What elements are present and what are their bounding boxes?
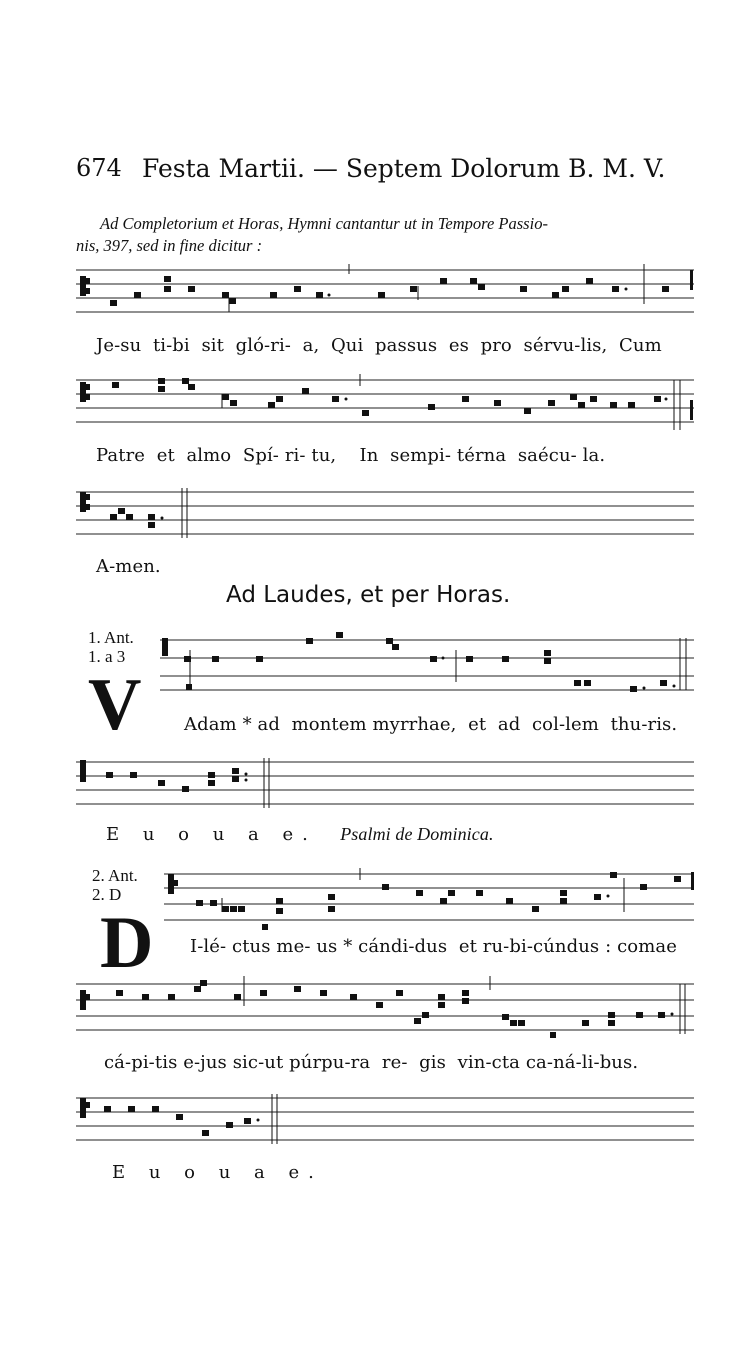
hymn-staff-1 — [76, 264, 698, 324]
rubric-line-2: nis, 397, sed in fine dicitur : — [76, 236, 263, 255]
antiphon-2-lyric-line-2: cá-pi-tis e-jus sic-ut púrpu-ra re- gis vin-cta ca-ná-li-bus. — [104, 1052, 639, 1073]
antiphon-2-euouae: E u o u a e. — [112, 1162, 323, 1183]
page-number: 674 — [76, 154, 122, 182]
psalm-note: Psalmi de Dominica. — [340, 824, 494, 844]
section-heading: Ad Laudes, et per Horas. — [226, 582, 511, 608]
hymn-lyric-line-2: Patre et almo Spí- ri- tu, In sempi- térna saécu- la. — [96, 445, 606, 466]
rubric-line-1: Ad Completorium et Horas, Hymni cantantur ut in Tempore Passio- — [100, 214, 548, 233]
antiphon-1-lyrics: Adam * ad montem myrrhae, et ad col-lem thu-ris. — [184, 714, 678, 735]
antiphon-2-staff-2 — [76, 976, 698, 1036]
antiphon-2-lyric-line-1: I-lé- ctus me- us * cándi-dus et ru-bi-cúndus : comae — [190, 936, 677, 957]
antiphon-1-euouae-staff — [76, 756, 698, 816]
hymn-staff-2 — [76, 374, 698, 434]
antiphon-2-label: 2. Ant. 2. D — [92, 866, 138, 904]
antiphon-1-initial: V — [88, 664, 142, 746]
antiphon-1-staff — [160, 630, 698, 690]
page-header — [76, 154, 696, 194]
antiphon-2-staff-1 — [164, 868, 698, 928]
antiphon-2-euouae-staff — [76, 1092, 698, 1152]
antiphon-2-initial: D — [100, 902, 154, 984]
hymn-lyric-line-1: Je-su ti-bi sit gló-ri- a, Qui passus es pro sérvu-lis, Cum — [96, 335, 662, 356]
page-title: Festa Martii. — Septem Dolorum B. M. V. — [142, 154, 666, 183]
antiphon-1-euouae-line: E u o u a e. Psalmi de Dominica. — [106, 824, 494, 845]
antiphon-1-label: 1. Ant. 1. a 3 — [88, 628, 134, 666]
hymn-lyric-line-3: A-men. — [96, 556, 161, 577]
hymn-staff-3 — [76, 486, 698, 546]
